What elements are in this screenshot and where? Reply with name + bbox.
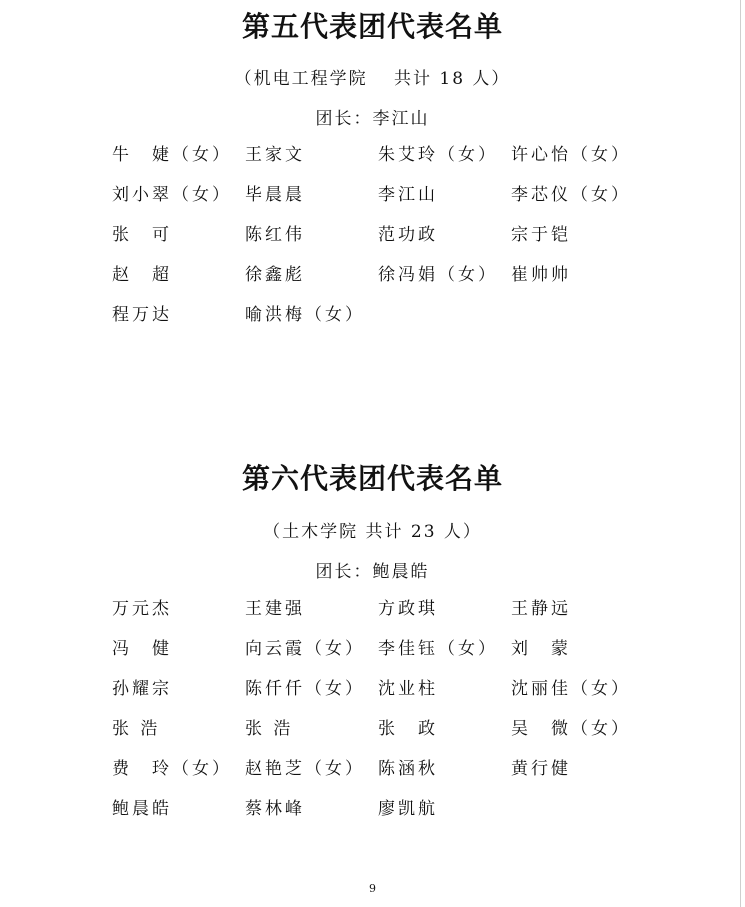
member-name: 李佳钰（女） — [378, 639, 498, 659]
member-name: 朱艾玲（女） — [378, 145, 498, 165]
member-name: 李芯仪（女） — [511, 185, 631, 205]
member-name: 陈涵秋 — [378, 759, 438, 779]
member-name: 张 浩 — [112, 719, 161, 739]
member-name: 程万达 — [112, 305, 172, 325]
member-name: 王静远 — [511, 599, 571, 619]
member-name: 鲍晨皓 — [112, 799, 172, 819]
member-name: 崔帅帅 — [511, 265, 571, 285]
section-title: 第六代表团代表名单 — [241, 462, 503, 495]
member-name: 万元杰 — [112, 599, 172, 619]
member-name: 王建强 — [245, 599, 305, 619]
member-name: 刘 蒙 — [511, 639, 571, 659]
member-name: 张 可 — [112, 225, 172, 245]
member-name: 孙耀宗 — [112, 679, 172, 699]
member-name: 吴 微（女） — [511, 719, 631, 739]
member-name: 范功政 — [378, 225, 438, 245]
member-name: 廖凯航 — [378, 799, 438, 819]
member-name: 黄行健 — [511, 759, 571, 779]
member-name: 王家文 — [245, 145, 305, 165]
section-title: 第五代表团代表名单 — [241, 10, 503, 43]
page-border — [740, 0, 741, 907]
member-name: 沈业柱 — [378, 679, 438, 699]
section-subtitle: （机电工程学院 共计 18 人） — [234, 69, 511, 89]
member-grid — [112, 144, 644, 344]
member-name: 冯 健 — [112, 639, 172, 659]
member-name: 牛 婕（女） — [112, 145, 232, 165]
member-name: 赵艳芝（女） — [245, 759, 365, 779]
member-name: 宗于铠 — [511, 225, 571, 245]
member-name: 喻洪梅（女） — [245, 305, 365, 325]
member-name: 赵 超 — [112, 265, 172, 285]
section-subtitle: （土木学院 共计 23 人） — [263, 522, 482, 542]
member-name: 陈红伟 — [245, 225, 305, 245]
member-name: 李江山 — [378, 185, 438, 205]
member-name: 毕晨晨 — [245, 185, 305, 205]
member-name: 张 政 — [378, 719, 438, 739]
member-name: 许心怡（女） — [511, 145, 631, 165]
member-name: 陈仟仟（女） — [245, 679, 365, 699]
member-name: 徐冯娟（女） — [378, 265, 498, 285]
delegation-leader: 团长：李江山 — [315, 109, 430, 129]
member-name: 费 玲（女） — [112, 759, 232, 779]
member-grid — [112, 598, 644, 838]
member-name: 徐鑫彪 — [245, 265, 305, 285]
member-name: 向云霞（女） — [245, 639, 365, 659]
delegation-leader: 团长：鲍晨皓 — [315, 562, 430, 582]
page-number: 9 — [369, 882, 376, 895]
member-name: 沈丽佳（女） — [511, 679, 631, 699]
member-name: 张 浩 — [245, 719, 294, 739]
member-name: 蔡林峰 — [245, 799, 305, 819]
member-name: 刘小翠（女） — [112, 185, 232, 205]
member-name: 方政琪 — [378, 599, 438, 619]
